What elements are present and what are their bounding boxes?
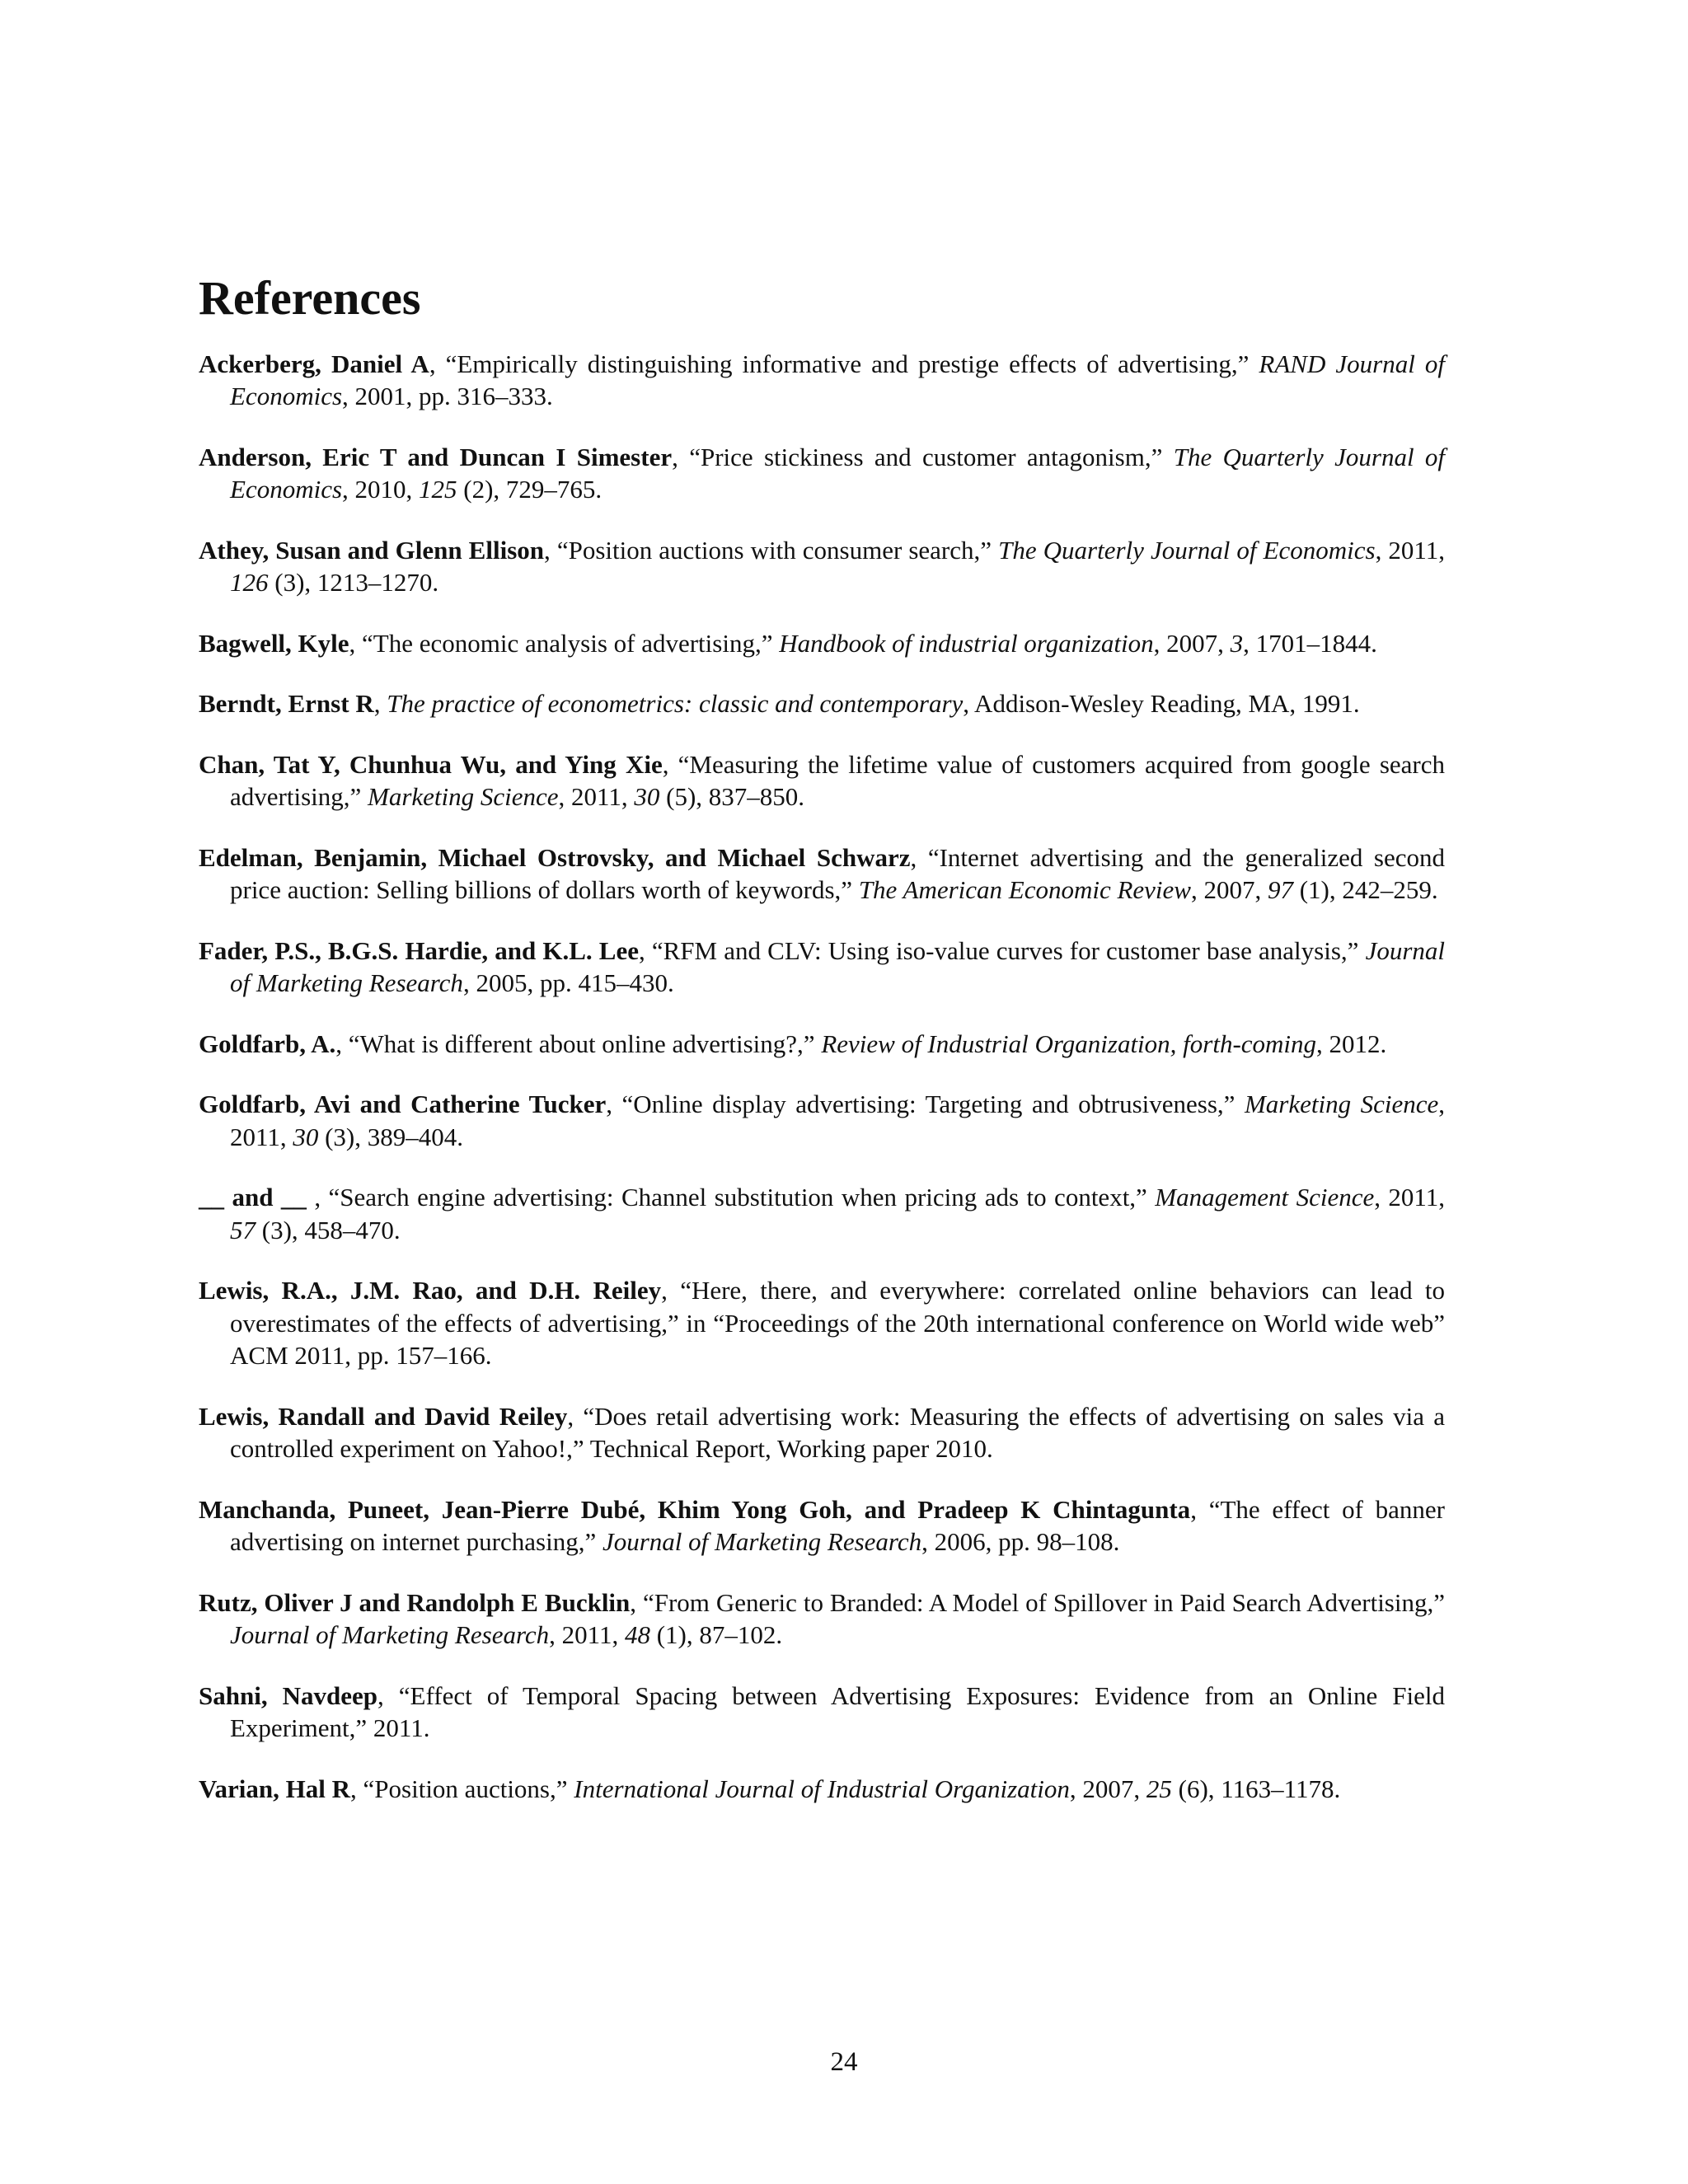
reference-title: “Empirically distinguishing informative and prestige effects of advertising,”: [445, 349, 1250, 378]
reference-venue: Handbook of industrial organization: [779, 628, 1154, 658]
reference-title: “Here, there, and everywhere: correlated online behaviors can lead to overestimates of the effects of advertising,”: [230, 1276, 1445, 1338]
reference-title: “Position auctions,”: [363, 1774, 568, 1803]
reference-varian-2007: Varian, Hal R, “Position auctions,” International Journal of Industrial Organization, 2007, 25 (6), 1163–1178.: [199, 1774, 1341, 1803]
reference-list: [199, 348, 1445, 1806]
reference-fader-2005: Fader, P.S., B.G.S. Hardie, and K.L. Lee, “RFM and CLV: Using iso-value curves for customer base analysis,” Journal of Marketing Research, 2005, pp. 415–430.: [199, 935, 1445, 998]
reference-lewis-rao-reiley-2011: Lewis, R.A., J.M. Rao, and D.H. Reiley, “Here, there, and everywhere: correlated online behaviors can lead to overestimates of the effects of advertising,” in “Proceedings of the 20th international conference on World wide web” ACM 2011, pp. 157–166.: [199, 1276, 1445, 1371]
reference-authors: Manchanda, Puneet, Jean-Pierre Dubé, Khim Yong Goh, and Pradeep K Chintagunta: [199, 1494, 1191, 1524]
reference-venue: Marketing Science: [1244, 1090, 1439, 1119]
reference-authors: Athey, Susan and Glenn Ellison: [199, 535, 544, 565]
reference-venue: Management Science: [1155, 1183, 1375, 1212]
reference-volume: 57: [230, 1215, 256, 1244]
reference-venue: The practice of econometrics: classic and contemporary: [387, 689, 964, 719]
reference-venue: Review of Industrial Organization, forth-coming: [821, 1029, 1317, 1058]
references-heading: References: [199, 271, 421, 325]
reference-details: , 2012.: [1316, 1029, 1387, 1058]
reference-details: 2011.: [367, 1713, 430, 1743]
reference-authors: Sahni, Navdeep: [199, 1680, 377, 1710]
reference-title: “Position auctions with consumer search,”: [556, 535, 992, 565]
reference-volume: 126: [230, 568, 269, 598]
reference-athey-2011: Athey, Susan and Glenn Ellison, “Position auctions with consumer search,” The Quarterly Journal of Economics, 2011, 126 (3), 1213–1270.: [199, 535, 1446, 598]
reference-goldfarb-tucker-2011b: __ and __ , “Search engine advertising: Channel substitution when pricing ads to context,” Management Science, 2011, 57 (3), 458–470.: [199, 1183, 1446, 1244]
reference-authors: Berndt, Ernst R: [199, 689, 374, 719]
reference-rutz-2011: Rutz, Oliver J and Randolph E Bucklin, “From Generic to Branded: A Model of Spillover in Paid Search Advertising,” Journal of Marketing Research, 2011, 48 (1), 87–102.: [199, 1587, 1445, 1650]
reference-lewis-reiley-2010: Lewis, Randall and David Reiley, “Does retail advertising work: Measuring the effects of advertising on sales via a controlled experiment on Yahoo!,” Technical Report, Working paper 2010.: [199, 1401, 1446, 1464]
reference-details: , 2001, pp. 316–333.: [342, 382, 553, 411]
reference-ackerberg-2001: Ackerberg, Daniel A, “Empirically distinguishing informative and prestige effects of advertising,” RAND Journal of Economics, 2001, pp. 316–333.: [199, 349, 1445, 411]
reference-authors: Edelman, Benjamin, Michael Ostrovsky, and Michael Schwarz: [199, 842, 911, 872]
reference-anderson-2010: Anderson, Eric T and Duncan I Simester, “Price stickiness and customer antagonism,” The Quarterly Journal of Economics, 2010, 125 (2), 729–765.: [199, 442, 1446, 504]
reference-title: “Measuring the lifetime value of customers acquired from google search advertising,”: [230, 749, 1446, 812]
reference-title: “Online display advertising: Targeting and obtrusiveness,”: [621, 1090, 1236, 1119]
reference-authors: Goldfarb, A.: [199, 1029, 336, 1058]
reference-authors: Bagwell, Kyle: [199, 628, 349, 658]
reference-title: “Price stickiness and customer antagonism,”: [689, 442, 1163, 471]
reference-volume: 125: [419, 475, 457, 504]
references-page: [199, 272, 1445, 1833]
reference-title: “The effect of banner advertising on internet purchasing,”: [230, 1494, 1445, 1557]
reference-venue: The American Economic Review: [858, 875, 1191, 905]
reference-details: , 2005, pp. 415–430.: [462, 968, 674, 998]
reference-authors: Varian, Hal R: [199, 1774, 351, 1803]
reference-goldfarb-tucker-2011a: Goldfarb, Avi and Catherine Tucker, “Online display advertising: Targeting and obtrusiveness,” Marketing Science, 2011, 30 (3), 389–404.: [199, 1090, 1446, 1151]
reference-volume: 97: [1267, 875, 1293, 905]
reference-authors: Rutz, Oliver J and Randolph E Bucklin: [199, 1587, 631, 1617]
reference-title: “Does retail advertising work: Measuring the effects of advertising on sales via a controlled experiment on Yahoo!,”: [230, 1401, 1446, 1464]
reference-volume: 30: [634, 782, 660, 812]
reference-details: , 2006, pp. 98–108.: [921, 1527, 1120, 1557]
reference-authors: __ and __: [199, 1183, 307, 1212]
reference-volume: 48: [624, 1620, 650, 1650]
reference-venue: RAND Journal of Economics: [230, 349, 1445, 411]
reference-title: “RFM and CLV: Using iso-value curves for customer base analysis,”: [651, 935, 1359, 965]
reference-manchanda-2006: Manchanda, Puneet, Jean-Pierre Dubé, Khim Yong Goh, and Pradeep K Chintagunta, “The effect of banner advertising on internet purchasing,” Journal of Marketing Research, 2006, pp. 98–108.: [199, 1494, 1445, 1557]
reference-chan-2011: Chan, Tat Y, Chunhua Wu, and Ying Xie, “Measuring the lifetime value of customers acquired from google search advertising,” Marketing Science, 2011, 30 (5), 837–850.: [199, 749, 1446, 812]
reference-details: Technical Report, Working paper 2010.: [584, 1434, 993, 1464]
reference-authors: Lewis, Randall and David Reiley: [199, 1401, 568, 1431]
reference-venue: The Quarterly Journal of Economics: [998, 535, 1376, 565]
reference-title: “What is different about online advertising?,”: [348, 1029, 815, 1058]
reference-title: “Internet advertising and the generalized second price auction: Selling billions of dollars worth of keywords,”: [230, 842, 1446, 905]
reference-venue: Journal of Marketing Research: [230, 935, 1445, 998]
reference-authors: Fader, P.S., B.G.S. Hardie, and K.L. Lee: [199, 935, 639, 965]
reference-volume: 3: [1230, 628, 1244, 658]
reference-volume: 25: [1146, 1774, 1172, 1803]
reference-bagwell-2007: Bagwell, Kyle, “The economic analysis of advertising,” Handbook of industrial organization, 2007, 3, 1701–1844.: [199, 628, 1377, 658]
reference-venue: Marketing Science: [368, 782, 559, 812]
reference-title: “The economic analysis of advertising,”: [362, 628, 773, 658]
reference-goldfarb-2012: Goldfarb, A., “What is different about online advertising?,” Review of Industrial Organization, forth-coming, 2012.: [199, 1029, 1387, 1058]
reference-venue: The Quarterly Journal of Economics: [230, 442, 1446, 504]
reference-volume: 30: [293, 1122, 319, 1151]
reference-sahni-2011: Sahni, Navdeep, “Effect of Temporal Spacing between Advertising Exposures: Evidence from an Online Field Experiment,” 2011.: [199, 1680, 1446, 1743]
reference-venue: Journal of Marketing Research: [230, 1620, 550, 1650]
reference-venue: Journal of Marketing Research: [602, 1527, 922, 1557]
reference-authors: Lewis, R.A., J.M. Rao, and D.H. Reiley: [199, 1276, 662, 1305]
reference-details: in “Proceedings of the 20th international conference on World wide web” ACM 2011, pp. 157–166.: [230, 1308, 1445, 1371]
reference-authors: Ackerberg, Daniel A: [199, 349, 429, 378]
reference-title: “Effect of Temporal Spacing between Advertising Exposures: Evidence from an Online Field Experiment,”: [230, 1680, 1446, 1743]
reference-venue: International Journal of Industrial Organization: [574, 1774, 1070, 1803]
reference-title: “From Generic to Branded: A Model of Spillover in Paid Search Advertising,”: [642, 1587, 1445, 1617]
page-number: 24: [830, 2047, 858, 2077]
reference-details: , Addison-Wesley Reading, MA, 1991.: [963, 689, 1360, 719]
reference-edelman-2007: Edelman, Benjamin, Michael Ostrovsky, and Michael Schwarz, “Internet advertising and the generalized second price auction: Selling billions of dollars worth of keywords,” The American Economic Review, 2007, 97 (1), 242–259.: [199, 842, 1446, 905]
reference-authors: Goldfarb, Avi and Catherine Tucker: [199, 1090, 607, 1119]
reference-authors: Anderson, Eric T and Duncan I Simester: [199, 442, 673, 471]
reference-berndt-1991: Berndt, Ernst R, The practice of econometrics: classic and contemporary, Addison-Wesley Reading, MA, 1991.: [199, 689, 1360, 719]
reference-authors: Chan, Tat Y, Chunhua Wu, and Ying Xie: [199, 749, 663, 779]
reference-title: “Search engine advertising: Channel substitution when pricing ads to context,”: [328, 1183, 1147, 1212]
